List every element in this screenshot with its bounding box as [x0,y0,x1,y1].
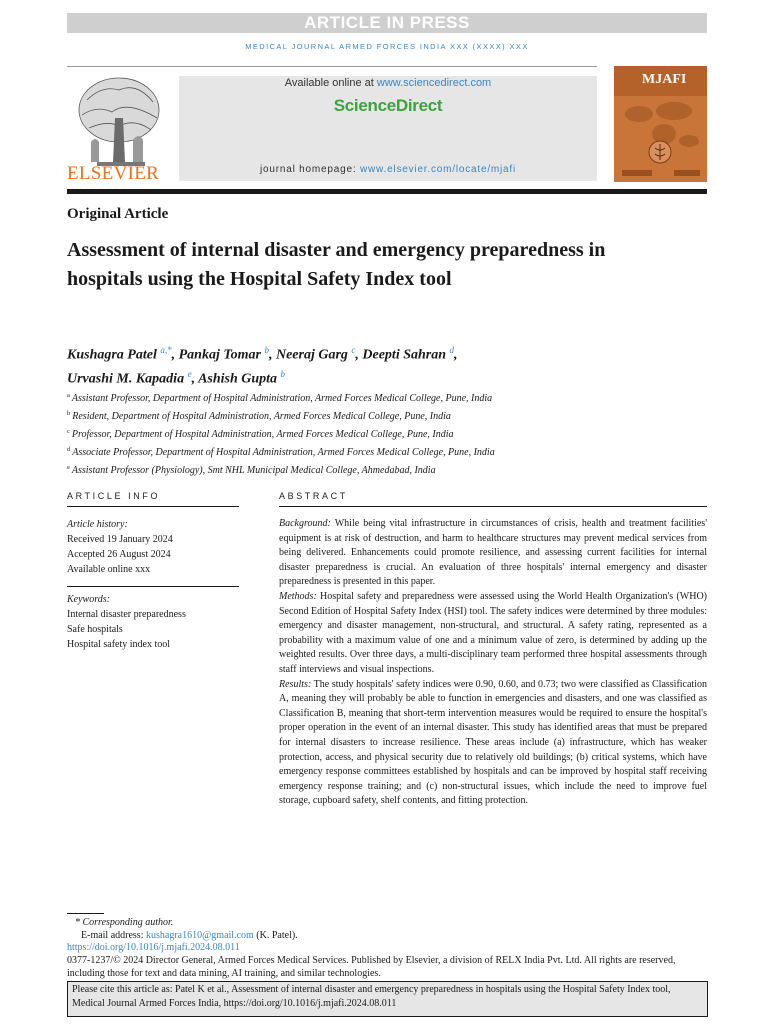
journal-homepage-link[interactable]: www.elsevier.com/locate/mjafi [359,164,517,175]
author-name[interactable]: Kushagra Patel [67,347,157,363]
author-name[interactable]: Ashish Gupta [198,371,278,387]
keywords-block [67,592,239,652]
affiliation-item: $^c$ Professor, Department of Hospital Administration, Armed Forces Medical College, Pune, India [67,428,454,440]
article-title: Assessment of internal disaster and emergency preparedness in hospitals using the Hospital Safety Index tool [67,239,606,290]
journal-homepage-line: journal homepage: www.elsevier.com/locate/mjafi [259,164,517,175]
abstract-body [279,517,707,809]
affiliation-item: $^a$ Assistant Professor, Department of Hospital Administration, Armed Forces Medical College, Pune, India [67,392,493,404]
author-name[interactable]: Pankaj Tomar [178,347,261,363]
running-head: MEDICAL JOURNAL ARMED FORCES INDIA XXX (XXXX) XXX [245,42,529,51]
author-affiliation-mark[interactable]: a,* [160,345,172,355]
sciencedirect-wordmark: ScienceDirect [333,96,443,115]
author-name[interactable]: Neeraj Garg [275,347,348,363]
online-date: Available online xxx [67,564,151,575]
header-top-rule [67,66,597,67]
journal-cover-image [614,66,707,182]
article-history-label: Article history: [67,519,128,530]
article-type: Original Article [67,206,169,222]
article-info-mid-rule [67,586,239,587]
author-name[interactable]: Urvashi M. Kapadia [67,371,185,387]
author-list: Kushagra Patel $^{a,*}$, Pankaj Tomar $^b$, Neeraj Garg $^c$, Deepti Sahran $^d$, Urvashi M. Kapadia $^e$, Ashish Gupta $^b$ [67,345,458,387]
article-info-top-rule [67,506,239,507]
doi-link[interactable]: https://doi.org/10.1016/j.mjafi.2024.08.011 [67,942,240,954]
email-line: E-mail address: kushagra1610@gmail.com (K. Patel). [81,929,298,941]
author-affiliation-mark[interactable]: b [280,368,286,379]
email-link[interactable]: kushagra1610@gmail.com [145,929,254,941]
header-thick-rule [67,189,707,194]
footnote-rule [67,913,104,914]
publisher-wordmark: ELSEVIER [67,163,160,184]
footnotes [67,917,707,981]
available-online-line: Available online at www.sciencedirect.com [284,77,492,89]
author-affiliation-mark[interactable]: b [264,345,269,355]
abstract-heading: ABSTRACT [279,491,348,501]
keyword-item: Safe hospitals [67,624,123,635]
corresponding-author-note: * Corresponding author. [75,917,174,928]
article-in-press-banner: ARTICLE IN PRESS [67,13,707,33]
keywords-label: Keywords: [67,594,110,605]
sciencedirect-link[interactable]: www.sciencedirect.com [376,77,492,89]
received-date: Received 19 January 2024 [67,534,173,545]
keyword-item: Hospital safety index tool [67,639,171,650]
cover-title: MJAFI [642,72,687,87]
abstract-results: Results: The study hospitals' safety indices were 0.90, 0.60, and 0.73; two were classified as Classification A, meaning they will probably be able to function in emergencies and disasters, and one was classified as Classification B, meaning that short-term intervention measures would be required to ensure the hospital's proper operation in the event of an internal disaster. This study has identified areas that must be prepared for internal disasters to increase resilience. These areas include (a) infrastructure, which has weaker protection, access, and physical security due to relatively old buildings; (b) critical systems, which have emergency response committees established by hospitals and can be improved by hospital staff receiving emergency response training; and (c) non-structural issues, which include the need to improve fuel storage, cupboard safety, shelf contents, and fitting protection. [279,678,707,807]
article-history [67,517,239,577]
abstract-methods: Methods: Hospital safety and preparedness were assessed using the World Health Organization's (WHO) Second Edition of Hospital Safety Index (HSI) tool. The safety indices were determined by three modules: emergency and disaster management, non-structural, and structural. A safety rating, represented as a probability with a maximum value of one and a minimum value of zero, is determined by adding up the weighted results. Over three days, a multi-disciplinary team performed three hospital assessments through staff interviews and visual inspections. [279,590,707,675]
author-affiliation-mark[interactable]: e [187,368,192,379]
copyright-notice: 0377-1237/© 2024 Director General, Armed Forces Medical Services. Published by Elsevier, a division of RELX India Pvt. Ltd. All rights are reserved, including those for text and data mining, AI training, and similar technologies. [67,955,676,979]
accepted-date: Accepted 26 August 2024 [67,549,171,560]
author-affiliation-mark[interactable]: c [351,345,356,355]
affiliation-item: $^b$ Resident, Department of Hospital Administration, Armed Forces Medical College, Pune, India [67,410,451,422]
keyword-item: Internal disaster preparedness [67,609,186,620]
article-info-heading: ARTICLE INFO [67,491,161,501]
affiliation-list [67,388,707,478]
abstract-background: Background: While being vital infrastructure in circumstances of crisis, health and treatment facilities' equipment is at risk of destruction, and harm to healthcare structures may prevent medical services from being delivered. Enhancements could promote resilience, and assessing current facilities for internal disaster preparedness is crucial. An evaluation of three hospitals' internal emergency and disaster preparedness is presented in this paper. [279,518,707,588]
affiliation-item: $^e$ Assistant Professor (Physiology), Smt NHL Municipal Medical College, Ahmedabad, India [67,464,436,476]
author-affiliation-mark[interactable]: d [449,345,455,355]
abstract-top-rule [279,506,707,507]
affiliation-item: $^d$ Associate Professor, Department of Hospital Administration, Armed Forces Medical College, Pune, India [67,446,495,458]
author-name[interactable]: Deepti Sahran [362,347,447,363]
citation-box: Please cite this article as: Patel K et al., Assessment of internal disaster and emergency preparedness in hospitals using the Hospital Safety Index tool, Medical Journal Armed Forces India, https://doi.org/10.1016/j.mjafi.2024.08.011 [67,981,708,1017]
